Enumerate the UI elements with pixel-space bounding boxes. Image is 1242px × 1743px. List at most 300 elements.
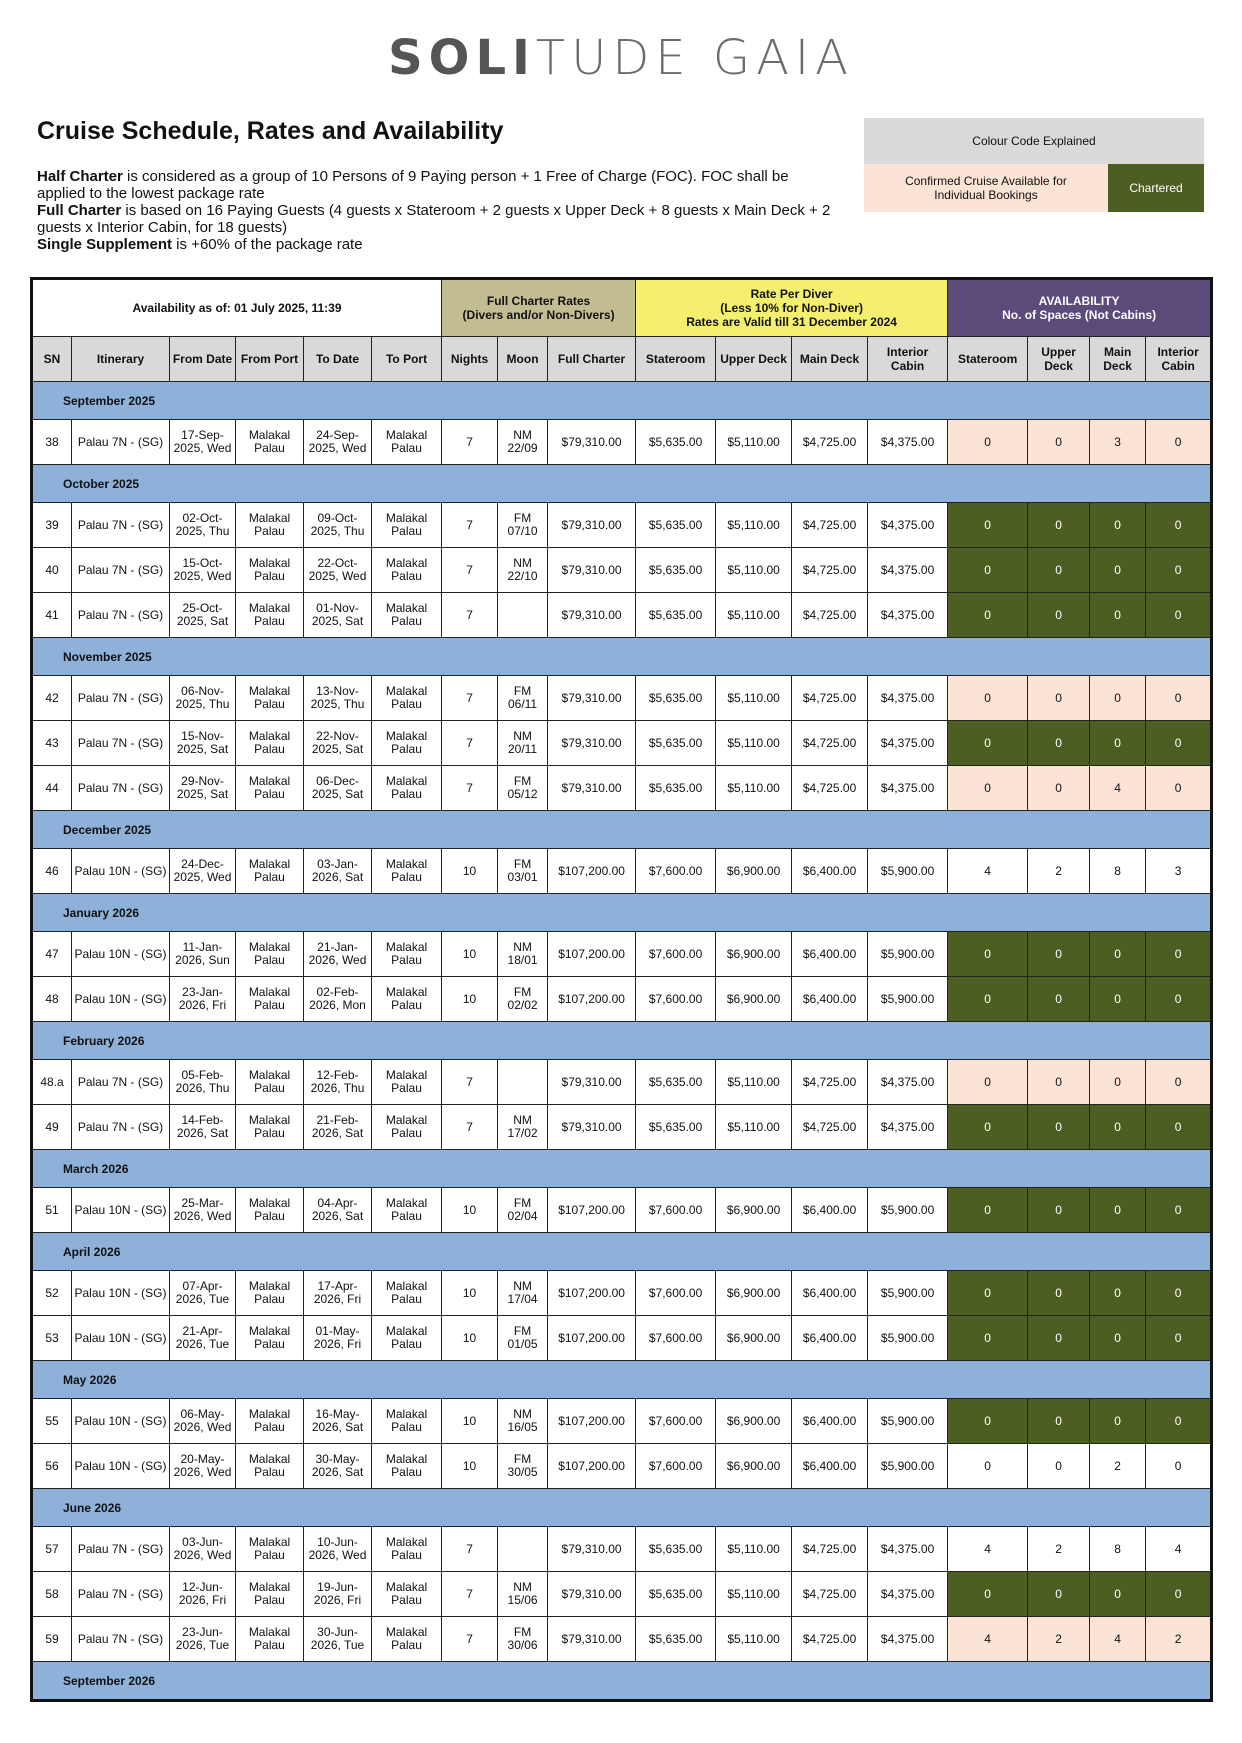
cell-to-port: Malakal Palau bbox=[372, 420, 442, 465]
cell-main: $4,725.00 bbox=[792, 1617, 868, 1662]
cell-availability: 0 bbox=[948, 1316, 1028, 1361]
cell-availability: 0 bbox=[1028, 766, 1090, 811]
cell-availability: 0 bbox=[1146, 721, 1212, 766]
cell-upper: $5,110.00 bbox=[716, 1060, 792, 1105]
cell-availability: 0 bbox=[948, 1399, 1028, 1444]
cell-to-date: 12-Feb-2026, Thu bbox=[304, 1060, 372, 1105]
column-header: Moon bbox=[498, 337, 548, 382]
cell-interior: $5,900.00 bbox=[868, 1316, 948, 1361]
cell-to-port: Malakal Palau bbox=[372, 548, 442, 593]
cell-from-date: 05-Feb-2026, Thu bbox=[170, 1060, 236, 1105]
cell-itinerary: Palau 7N - (SG) bbox=[72, 420, 170, 465]
cell-to-port: Malakal Palau bbox=[372, 1617, 442, 1662]
cell-full-charter: $79,310.00 bbox=[548, 548, 636, 593]
cell-stateroom: $5,635.00 bbox=[636, 1527, 716, 1572]
cell-availability: 4 bbox=[1090, 1617, 1146, 1662]
cell-from-port: Malakal Palau bbox=[236, 420, 304, 465]
cell-to-date: 21-Feb-2026, Sat bbox=[304, 1105, 372, 1150]
cell-nights: 10 bbox=[442, 1399, 498, 1444]
cell-from-port: Malakal Palau bbox=[236, 1188, 304, 1233]
cell-sn: 43 bbox=[32, 721, 72, 766]
column-header: Interior Cabin bbox=[1146, 337, 1212, 382]
cell-upper: $6,900.00 bbox=[716, 1271, 792, 1316]
cell-nights: 7 bbox=[442, 721, 498, 766]
cell-main: $6,400.00 bbox=[792, 1316, 868, 1361]
cell-to-port: Malakal Palau bbox=[372, 593, 442, 638]
cell-interior: $4,375.00 bbox=[868, 766, 948, 811]
table-row bbox=[32, 1617, 1212, 1662]
cell-availability: 0 bbox=[1028, 503, 1090, 548]
month-row bbox=[32, 894, 1212, 932]
cell-to-date: 09-Oct-2025, Thu bbox=[304, 503, 372, 548]
cell-upper: $5,110.00 bbox=[716, 766, 792, 811]
cell-from-date: 25-Oct-2025, Sat bbox=[170, 593, 236, 638]
cell-availability: 0 bbox=[948, 721, 1028, 766]
month-row bbox=[32, 465, 1212, 503]
cell-stateroom: $7,600.00 bbox=[636, 977, 716, 1022]
cell-availability: 0 bbox=[1090, 503, 1146, 548]
cell-from-port: Malakal Palau bbox=[236, 548, 304, 593]
cell-moon: NM 18/01 bbox=[498, 932, 548, 977]
cell-availability: 0 bbox=[1146, 932, 1212, 977]
cell-availability: 4 bbox=[948, 1617, 1028, 1662]
cell-from-date: 12-Jun-2026, Fri bbox=[170, 1572, 236, 1617]
cell-itinerary: Palau 10N - (SG) bbox=[72, 1316, 170, 1361]
cell-interior: $5,900.00 bbox=[868, 932, 948, 977]
column-header: Interior Cabin bbox=[868, 337, 948, 382]
cell-availability: 0 bbox=[1090, 1399, 1146, 1444]
cell-stateroom: $7,600.00 bbox=[636, 849, 716, 894]
cell-to-date: 13-Nov-2025, Thu bbox=[304, 676, 372, 721]
cell-main: $6,400.00 bbox=[792, 1444, 868, 1489]
table-row bbox=[32, 1188, 1212, 1233]
cell-stateroom: $7,600.00 bbox=[636, 1399, 716, 1444]
cell-full-charter: $79,310.00 bbox=[548, 1572, 636, 1617]
month-row bbox=[32, 811, 1212, 849]
cell-to-date: 19-Jun-2026, Fri bbox=[304, 1572, 372, 1617]
cell-availability: 0 bbox=[948, 977, 1028, 1022]
cell-sn: 57 bbox=[32, 1527, 72, 1572]
table-row bbox=[32, 1399, 1212, 1444]
cell-from-date: 20-May-2026, Wed bbox=[170, 1444, 236, 1489]
cell-to-port: Malakal Palau bbox=[372, 977, 442, 1022]
cell-availability: 0 bbox=[1146, 548, 1212, 593]
cell-nights: 7 bbox=[442, 503, 498, 548]
table-row bbox=[32, 420, 1212, 465]
table-row bbox=[32, 932, 1212, 977]
schedule-body bbox=[32, 382, 1212, 1701]
note-label: Half Charter bbox=[37, 168, 123, 185]
cell-moon bbox=[498, 1527, 548, 1572]
cell-main: $4,725.00 bbox=[792, 593, 868, 638]
cell-to-port: Malakal Palau bbox=[372, 849, 442, 894]
cell-full-charter: $107,200.00 bbox=[548, 1444, 636, 1489]
month-row bbox=[32, 382, 1212, 420]
cell-itinerary: Palau 7N - (SG) bbox=[72, 1060, 170, 1105]
full-charter-header bbox=[442, 279, 636, 337]
table-row bbox=[32, 1271, 1212, 1316]
month-row bbox=[32, 1022, 1212, 1060]
table-row bbox=[32, 977, 1212, 1022]
cell-to-date: 04-Apr-2026, Sat bbox=[304, 1188, 372, 1233]
cell-availability: 4 bbox=[1146, 1527, 1212, 1572]
cell-from-port: Malakal Palau bbox=[236, 1271, 304, 1316]
cell-availability: 0 bbox=[1146, 676, 1212, 721]
cell-stateroom: $5,635.00 bbox=[636, 676, 716, 721]
cell-main: $4,725.00 bbox=[792, 721, 868, 766]
cell-availability: 0 bbox=[1028, 977, 1090, 1022]
cell-full-charter: $79,310.00 bbox=[548, 676, 636, 721]
cell-stateroom: $5,635.00 bbox=[636, 721, 716, 766]
cell-from-port: Malakal Palau bbox=[236, 503, 304, 548]
rate-header-line: Rate Per Diver bbox=[750, 287, 833, 301]
cell-moon: FM 05/12 bbox=[498, 766, 548, 811]
cell-availability: 0 bbox=[948, 1188, 1028, 1233]
rate-header-line: Rates are Valid till 31 December 2024 bbox=[686, 315, 897, 329]
cell-availability: 0 bbox=[1146, 1188, 1212, 1233]
column-header: Stateroom bbox=[948, 337, 1028, 382]
cell-interior: $4,375.00 bbox=[868, 1105, 948, 1150]
cell-moon: NM 15/06 bbox=[498, 1572, 548, 1617]
note-label: Full Charter bbox=[37, 202, 122, 219]
month-label: October 2025 bbox=[32, 465, 1212, 503]
cell-from-date: 03-Jun-2026, Wed bbox=[170, 1527, 236, 1572]
cell-sn: 48 bbox=[32, 977, 72, 1022]
cell-availability: 0 bbox=[948, 1105, 1028, 1150]
cell-availability: 0 bbox=[1146, 1444, 1212, 1489]
cell-availability: 0 bbox=[1028, 1105, 1090, 1150]
cell-itinerary: Palau 10N - (SG) bbox=[72, 1444, 170, 1489]
cell-from-date: 25-Mar-2026, Wed bbox=[170, 1188, 236, 1233]
cell-availability: 0 bbox=[1028, 721, 1090, 766]
page-title: Cruise Schedule, Rates and Availability bbox=[37, 117, 504, 145]
cell-stateroom: $5,635.00 bbox=[636, 593, 716, 638]
cell-sn: 59 bbox=[32, 1617, 72, 1662]
full-charter-header-line: Full Charter Rates bbox=[486, 294, 591, 308]
cell-availability: 0 bbox=[1090, 1572, 1146, 1617]
cell-moon: NM 22/09 bbox=[498, 420, 548, 465]
cell-availability: 0 bbox=[1028, 1316, 1090, 1361]
cell-nights: 10 bbox=[442, 1271, 498, 1316]
cell-stateroom: $5,635.00 bbox=[636, 1617, 716, 1662]
cell-sn: 55 bbox=[32, 1399, 72, 1444]
cell-availability: 0 bbox=[948, 932, 1028, 977]
note-text: is considered as a group of 10 Persons of 9 Paying person + 1 Free of Charge (FOC). FOC shall be applied to the lowest package rate bbox=[37, 168, 789, 202]
cell-to-date: 17-Apr-2026, Fri bbox=[304, 1271, 372, 1316]
cell-from-port: Malakal Palau bbox=[236, 1399, 304, 1444]
cell-moon: NM 16/05 bbox=[498, 1399, 548, 1444]
cell-full-charter: $107,200.00 bbox=[548, 1271, 636, 1316]
cell-to-date: 01-Nov-2025, Sat bbox=[304, 593, 372, 638]
cell-availability: 3 bbox=[1090, 420, 1146, 465]
cell-availability: 0 bbox=[1028, 1060, 1090, 1105]
column-header: Upper Deck bbox=[1028, 337, 1090, 382]
cell-availability: 0 bbox=[1146, 766, 1212, 811]
cell-nights: 7 bbox=[442, 548, 498, 593]
cell-main: $4,725.00 bbox=[792, 420, 868, 465]
cell-availability: 0 bbox=[948, 1572, 1028, 1617]
cell-availability: 3 bbox=[1146, 849, 1212, 894]
table-row bbox=[32, 1527, 1212, 1572]
cell-availability: 0 bbox=[948, 548, 1028, 593]
table-row bbox=[32, 1316, 1212, 1361]
month-row bbox=[32, 1233, 1212, 1271]
cell-from-date: 17-Sep-2025, Wed bbox=[170, 420, 236, 465]
cell-moon: FM 07/10 bbox=[498, 503, 548, 548]
cell-availability: 0 bbox=[948, 420, 1028, 465]
cell-to-port: Malakal Palau bbox=[372, 1399, 442, 1444]
note-single-supplement bbox=[37, 236, 837, 253]
cell-itinerary: Palau 7N - (SG) bbox=[72, 1617, 170, 1662]
column-headers bbox=[32, 337, 1212, 382]
cell-stateroom: $7,600.00 bbox=[636, 1271, 716, 1316]
cell-from-date: 06-May-2026, Wed bbox=[170, 1399, 236, 1444]
column-header: To Date bbox=[304, 337, 372, 382]
cell-interior: $5,900.00 bbox=[868, 977, 948, 1022]
cell-from-port: Malakal Palau bbox=[236, 932, 304, 977]
cell-main: $4,725.00 bbox=[792, 1527, 868, 1572]
cell-itinerary: Palau 7N - (SG) bbox=[72, 1572, 170, 1617]
cell-nights: 7 bbox=[442, 1617, 498, 1662]
cell-main: $4,725.00 bbox=[792, 766, 868, 811]
cell-availability: 0 bbox=[1028, 1444, 1090, 1489]
cell-nights: 10 bbox=[442, 1444, 498, 1489]
cell-availability: 2 bbox=[1028, 1527, 1090, 1572]
cell-stateroom: $5,635.00 bbox=[636, 420, 716, 465]
cell-availability: 2 bbox=[1090, 1444, 1146, 1489]
cell-sn: 38 bbox=[32, 420, 72, 465]
cell-availability: 0 bbox=[1090, 1060, 1146, 1105]
month-row bbox=[32, 1361, 1212, 1399]
cell-availability: 0 bbox=[1028, 548, 1090, 593]
cell-availability: 0 bbox=[1028, 420, 1090, 465]
cell-availability: 0 bbox=[1090, 548, 1146, 593]
cell-sn: 51 bbox=[32, 1188, 72, 1233]
cell-interior: $4,375.00 bbox=[868, 420, 948, 465]
column-header: To Port bbox=[372, 337, 442, 382]
cell-from-port: Malakal Palau bbox=[236, 593, 304, 638]
cell-availability: 0 bbox=[1146, 1060, 1212, 1105]
month-label: June 2026 bbox=[32, 1489, 1212, 1527]
cell-availability: 2 bbox=[1146, 1617, 1212, 1662]
cell-moon: FM 02/02 bbox=[498, 977, 548, 1022]
cell-nights: 7 bbox=[442, 1105, 498, 1150]
cell-availability: 0 bbox=[1090, 1271, 1146, 1316]
cell-full-charter: $79,310.00 bbox=[548, 721, 636, 766]
cell-interior: $4,375.00 bbox=[868, 593, 948, 638]
cell-availability: 0 bbox=[948, 1271, 1028, 1316]
cell-availability: 8 bbox=[1090, 1527, 1146, 1572]
cell-stateroom: $7,600.00 bbox=[636, 1316, 716, 1361]
column-header: Full Charter bbox=[548, 337, 636, 382]
cell-main: $4,725.00 bbox=[792, 676, 868, 721]
rate-header-line: (Less 10% for Non-Diver) bbox=[720, 301, 863, 315]
table-row bbox=[32, 1060, 1212, 1105]
cell-sn: 52 bbox=[32, 1271, 72, 1316]
cell-interior: $4,375.00 bbox=[868, 548, 948, 593]
cell-to-port: Malakal Palau bbox=[372, 676, 442, 721]
column-header: Main Deck bbox=[1090, 337, 1146, 382]
cell-moon: FM 02/04 bbox=[498, 1188, 548, 1233]
table-row bbox=[32, 721, 1212, 766]
cell-sn: 47 bbox=[32, 932, 72, 977]
cell-full-charter: $79,310.00 bbox=[548, 1527, 636, 1572]
cell-full-charter: $107,200.00 bbox=[548, 1188, 636, 1233]
cell-to-port: Malakal Palau bbox=[372, 1271, 442, 1316]
cell-interior: $5,900.00 bbox=[868, 1444, 948, 1489]
cell-availability: 0 bbox=[1146, 1399, 1212, 1444]
month-label: September 2025 bbox=[32, 382, 1212, 420]
cell-stateroom: $5,635.00 bbox=[636, 766, 716, 811]
cell-to-port: Malakal Palau bbox=[372, 766, 442, 811]
cell-itinerary: Palau 7N - (SG) bbox=[72, 766, 170, 811]
cell-from-date: 21-Apr-2026, Tue bbox=[170, 1316, 236, 1361]
cell-main: $6,400.00 bbox=[792, 849, 868, 894]
cell-from-date: 15-Nov-2025, Sat bbox=[170, 721, 236, 766]
cell-to-date: 03-Jan-2026, Sat bbox=[304, 849, 372, 894]
cell-itinerary: Palau 10N - (SG) bbox=[72, 1399, 170, 1444]
cell-full-charter: $107,200.00 bbox=[548, 932, 636, 977]
legend-confirmed: Confirmed Cruise Available for Individual Bookings bbox=[864, 164, 1108, 212]
column-header: Nights bbox=[442, 337, 498, 382]
month-label: April 2026 bbox=[32, 1233, 1212, 1271]
cell-availability: 0 bbox=[1090, 676, 1146, 721]
cell-availability: 0 bbox=[1028, 676, 1090, 721]
cell-itinerary: Palau 10N - (SG) bbox=[72, 977, 170, 1022]
cell-nights: 7 bbox=[442, 1060, 498, 1105]
table-row bbox=[32, 593, 1212, 638]
cell-stateroom: $5,635.00 bbox=[636, 503, 716, 548]
cell-moon: NM 20/11 bbox=[498, 721, 548, 766]
cell-itinerary: Palau 10N - (SG) bbox=[72, 849, 170, 894]
cell-sn: 58 bbox=[32, 1572, 72, 1617]
cell-itinerary: Palau 7N - (SG) bbox=[72, 1527, 170, 1572]
cell-itinerary: Palau 7N - (SG) bbox=[72, 503, 170, 548]
cell-itinerary: Palau 7N - (SG) bbox=[72, 721, 170, 766]
cell-main: $6,400.00 bbox=[792, 977, 868, 1022]
cell-availability: 0 bbox=[1146, 977, 1212, 1022]
cell-availability: 0 bbox=[1028, 932, 1090, 977]
cell-upper: $6,900.00 bbox=[716, 849, 792, 894]
cell-availability: 0 bbox=[1028, 1188, 1090, 1233]
month-label: December 2025 bbox=[32, 811, 1212, 849]
cell-availability: 0 bbox=[1146, 1105, 1212, 1150]
cell-from-port: Malakal Palau bbox=[236, 1572, 304, 1617]
cell-to-date: 22-Nov-2025, Sat bbox=[304, 721, 372, 766]
month-label: September 2026 bbox=[32, 1662, 1212, 1701]
cell-from-date: 23-Jan-2026, Fri bbox=[170, 977, 236, 1022]
cell-availability: 0 bbox=[1146, 420, 1212, 465]
cell-upper: $6,900.00 bbox=[716, 932, 792, 977]
cell-availability: 0 bbox=[948, 1060, 1028, 1105]
availability-timestamp: Availability as of: 01 July 2025, 11:39 bbox=[32, 279, 442, 337]
cell-moon: FM 03/01 bbox=[498, 849, 548, 894]
cell-full-charter: $79,310.00 bbox=[548, 503, 636, 548]
cell-availability: 0 bbox=[948, 593, 1028, 638]
legend-chartered: Chartered bbox=[1108, 164, 1204, 212]
table-row bbox=[32, 676, 1212, 721]
cell-main: $6,400.00 bbox=[792, 1188, 868, 1233]
cell-moon: FM 06/11 bbox=[498, 676, 548, 721]
note-label: Single Supplement bbox=[37, 236, 173, 253]
cell-interior: $5,900.00 bbox=[868, 1271, 948, 1316]
cell-to-date: 24-Sep-2025, Wed bbox=[304, 420, 372, 465]
cell-to-date: 10-Jun-2026, Wed bbox=[304, 1527, 372, 1572]
cell-nights: 7 bbox=[442, 593, 498, 638]
cell-upper: $6,900.00 bbox=[716, 1316, 792, 1361]
cell-upper: $6,900.00 bbox=[716, 1399, 792, 1444]
cell-full-charter: $79,310.00 bbox=[548, 593, 636, 638]
cell-moon: NM 22/10 bbox=[498, 548, 548, 593]
cell-sn: 40 bbox=[32, 548, 72, 593]
cell-from-port: Malakal Palau bbox=[236, 1105, 304, 1150]
cell-from-port: Malakal Palau bbox=[236, 676, 304, 721]
cell-availability: 4 bbox=[948, 849, 1028, 894]
cell-full-charter: $107,200.00 bbox=[548, 977, 636, 1022]
cell-nights: 10 bbox=[442, 932, 498, 977]
cell-interior: $4,375.00 bbox=[868, 1060, 948, 1105]
cell-from-date: 02-Oct-2025, Thu bbox=[170, 503, 236, 548]
cell-to-port: Malakal Palau bbox=[372, 1188, 442, 1233]
cell-from-date: 14-Feb-2026, Sat bbox=[170, 1105, 236, 1150]
cell-availability: 4 bbox=[1090, 766, 1146, 811]
cell-interior: $4,375.00 bbox=[868, 676, 948, 721]
cell-full-charter: $79,310.00 bbox=[548, 1617, 636, 1662]
table-row bbox=[32, 503, 1212, 548]
month-label: February 2026 bbox=[32, 1022, 1212, 1060]
cell-main: $6,400.00 bbox=[792, 932, 868, 977]
cell-moon: NM 17/02 bbox=[498, 1105, 548, 1150]
cell-availability: 0 bbox=[1090, 932, 1146, 977]
cell-upper: $5,110.00 bbox=[716, 548, 792, 593]
full-charter-header-line: (Divers and/or Non-Divers) bbox=[462, 308, 615, 322]
cell-from-port: Malakal Palau bbox=[236, 1060, 304, 1105]
cell-availability: 0 bbox=[948, 503, 1028, 548]
schedule-table bbox=[30, 277, 1213, 1702]
cell-availability: 2 bbox=[1028, 1617, 1090, 1662]
cell-sn: 53 bbox=[32, 1316, 72, 1361]
cell-moon: NM 17/04 bbox=[498, 1271, 548, 1316]
month-row bbox=[32, 1662, 1212, 1701]
cell-stateroom: $5,635.00 bbox=[636, 1060, 716, 1105]
availability-header-line: No. of Spaces (Not Cabins) bbox=[1002, 308, 1157, 322]
cell-sn: 46 bbox=[32, 849, 72, 894]
cell-moon: FM 30/06 bbox=[498, 1617, 548, 1662]
month-label: March 2026 bbox=[32, 1150, 1212, 1188]
cell-itinerary: Palau 10N - (SG) bbox=[72, 1188, 170, 1233]
cell-interior: $4,375.00 bbox=[868, 1527, 948, 1572]
cell-availability: 0 bbox=[1090, 1105, 1146, 1150]
cell-to-port: Malakal Palau bbox=[372, 1060, 442, 1105]
cell-availability: 4 bbox=[948, 1527, 1028, 1572]
cell-sn: 48.a bbox=[32, 1060, 72, 1105]
cell-availability: 0 bbox=[1028, 1399, 1090, 1444]
brand-logo-light: TUDE GAIA bbox=[535, 30, 854, 86]
cell-to-date: 30-May-2026, Sat bbox=[304, 1444, 372, 1489]
cell-sn: 42 bbox=[32, 676, 72, 721]
cell-to-port: Malakal Palau bbox=[372, 721, 442, 766]
cell-upper: $5,110.00 bbox=[716, 593, 792, 638]
brand-logo-bold: SOLI bbox=[388, 30, 536, 86]
cell-nights: 10 bbox=[442, 849, 498, 894]
cell-from-date: 07-Apr-2026, Tue bbox=[170, 1271, 236, 1316]
table-row bbox=[32, 1105, 1212, 1150]
colour-legend bbox=[864, 118, 1204, 212]
cell-availability: 0 bbox=[1090, 593, 1146, 638]
cell-to-port: Malakal Palau bbox=[372, 1444, 442, 1489]
cell-moon bbox=[498, 1060, 548, 1105]
table-row bbox=[32, 548, 1212, 593]
